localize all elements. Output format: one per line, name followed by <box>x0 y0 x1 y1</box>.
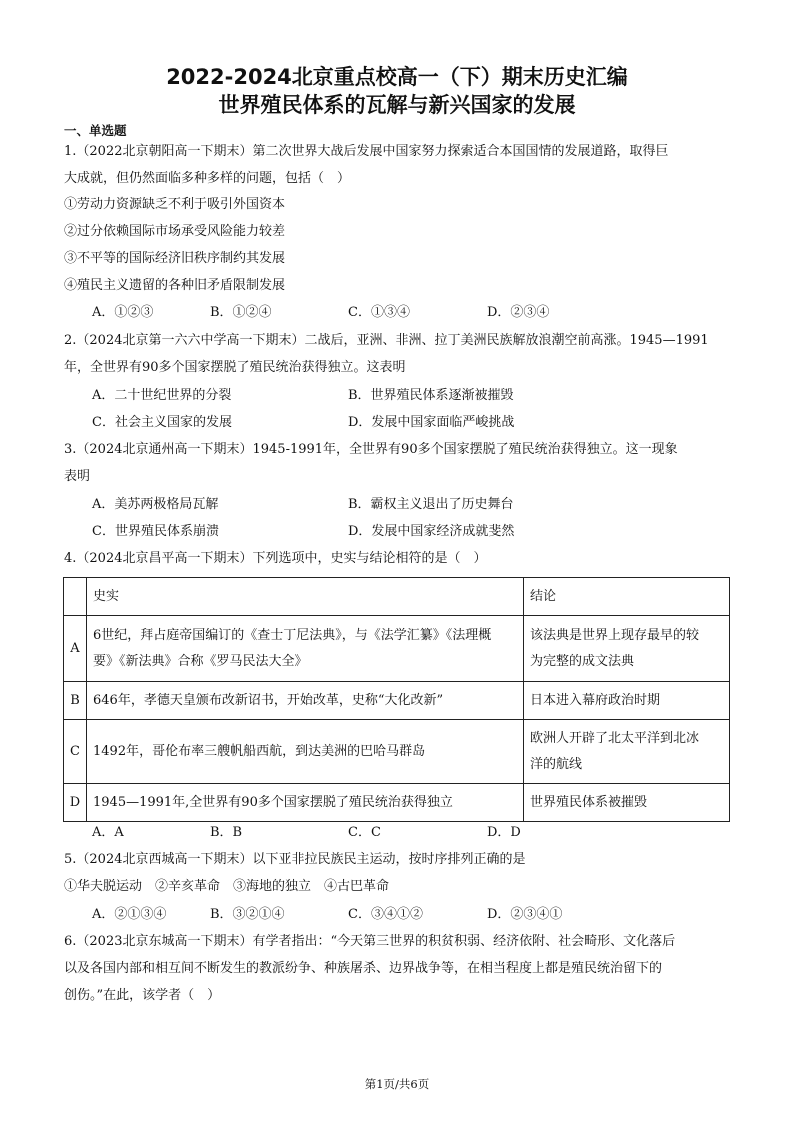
table-header-row <box>64 578 730 616</box>
q3-option-d[interactable]: D．发展中国家经济成就斐然 <box>348 524 515 539</box>
row-fact <box>87 616 524 682</box>
q5-stem: 5.（2024北京西城高一下期末）以下亚非拉民族民主运动，按时序排列正确的是 <box>64 852 526 867</box>
q6-stem-line2: 以及各国内部和相互间不断发生的教派纷争、种族屠杀、边界战争等，在相当程度上都是殖民统治留下的 <box>64 961 663 976</box>
q2-option-b[interactable]: B．世界殖民体系逐渐被摧毁 <box>348 388 514 403</box>
q2-option-d[interactable]: D．发展中国家面临严峻挑战 <box>348 415 515 430</box>
q3-stem-line1: 3.（2024北京通州高一下期末）1945-1991年，全世界有90多个国家摆脱了殖民统治获得独立。这一现象 <box>64 442 678 457</box>
q1-stem-line1: 1.（2022北京朝阳高一下期末）第二次世界大战后发展中国家努力探索适合本国国情的发展道路，取得巨 <box>64 144 669 159</box>
document-title: 2022-2024北京重点校高一（下）期末历史汇编 <box>166 65 628 89</box>
q1-option-c[interactable]: C．①③④ <box>348 305 410 320</box>
row-conclusion-line: 洋的航线 <box>530 756 583 772</box>
table-row <box>64 720 730 784</box>
table-row <box>64 784 730 822</box>
q1-stem-line2: 大成就，但仍然面临多种多样的问题，包括（ ） <box>64 171 351 186</box>
q4-option-d[interactable]: D．D <box>487 825 521 840</box>
q5-option-b[interactable]: B．③②①④ <box>210 907 285 922</box>
row-conclusion-line: 为完整的成文法典 <box>530 653 635 669</box>
row-conclusion-line: 欧洲人开辟了北太平洋到北冰 <box>530 730 700 746</box>
q1-item: ④殖民主义遗留的各种旧矛盾限制发展 <box>64 278 286 293</box>
row-fact: 646年，孝德天皇颁布改新诏书，开始改革，史称“大化改新” <box>87 682 524 720</box>
q2-stem-line2: 年，全世界有90多个国家摆脱了殖民统治获得独立。这表明 <box>64 360 406 375</box>
q3-option-c[interactable]: C．世界殖民体系崩溃 <box>92 524 219 539</box>
row-conclusion <box>524 720 730 784</box>
q3-option-a[interactable]: A．美苏两极格局瓦解 <box>92 497 219 512</box>
q1-item: ③不平等的国际经济旧秩序制约其发展 <box>64 251 286 266</box>
table-header-conclusion: 结论 <box>524 578 730 616</box>
row-conclusion: 世界殖民体系被摧毁 <box>524 784 730 822</box>
q4-stem: 4.（2024北京昌平高一下期末）下列选项中，史实与结论相符的是（ ） <box>64 551 487 566</box>
row-fact-line: 要》《新法典》合称《罗马民法大全》 <box>93 653 308 669</box>
q2-option-c[interactable]: C．社会主义国家的发展 <box>92 415 232 430</box>
q3-stem-line2: 表明 <box>64 469 91 484</box>
section-heading: 一、单选题 <box>64 123 127 138</box>
row-key: A <box>64 616 87 682</box>
q2-stem-line1: 2.（2024北京第一六六中学高一下期末）二战后，亚洲、非洲、拉丁美洲民族解放浪潮空前高涨。1945—1991 <box>64 333 709 348</box>
q5-option-a[interactable]: A．②①③④ <box>92 907 167 922</box>
row-conclusion: 日本进入幕府政治时期 <box>524 682 730 720</box>
row-key: B <box>64 682 87 720</box>
q1-option-a[interactable]: A．①②③ <box>92 305 154 320</box>
table-header-fact: 史实 <box>87 578 524 616</box>
row-conclusion-line: 该法典是世界上现存最早的较 <box>530 627 700 643</box>
row-key: D <box>64 784 87 822</box>
table-row <box>64 682 730 720</box>
q6-stem-line1: 6.（2023北京东城高一下期末）有学者指出：“今天第三世界的积贫积弱、经济依附、社会畸形、文化落后 <box>64 934 676 949</box>
q1-item: ①劳动力资源缺乏不利于吸引外国资本 <box>64 197 286 212</box>
q5-items: ①华夫脱运动 ②辛亥革命 ③海地的独立 ④古巴革命 <box>64 879 390 894</box>
q4-option-a[interactable]: A．A <box>92 825 124 840</box>
q4-option-b[interactable]: B．B <box>210 825 243 840</box>
row-fact: 1492年，哥伦布率三艘帆船西航，到达美洲的巴哈马群岛 <box>87 720 524 784</box>
page-number: 第1页/共6页 <box>364 1077 430 1091</box>
q5-option-d[interactable]: D．②③④① <box>487 907 563 922</box>
row-fact-line: 6世纪，拜占庭帝国编订的《查士丁尼法典》，与《法学汇纂》《法理概 <box>93 627 492 643</box>
row-key: C <box>64 720 87 784</box>
q1-item: ②过分依赖国际市场承受风险能力较差 <box>64 224 286 239</box>
document-subtitle: 世界殖民体系的瓦解与新兴国家的发展 <box>218 93 576 117</box>
row-fact: 1945—1991年,全世界有90多个国家摆脱了殖民统治获得独立 <box>87 784 524 822</box>
q1-option-d[interactable]: D．②③④ <box>487 305 550 320</box>
q1-option-b[interactable]: B．①②④ <box>210 305 272 320</box>
table-row <box>64 616 730 682</box>
table-header-key <box>64 578 87 616</box>
q6-stem-line3: 创伤。”在此，该学者（ ） <box>64 988 221 1003</box>
q5-option-c[interactable]: C．③④①② <box>348 907 423 922</box>
row-conclusion <box>524 616 730 682</box>
q4-table <box>63 577 730 822</box>
q4-option-c[interactable]: C．C <box>348 825 381 840</box>
q2-option-a[interactable]: A．二十世纪世界的分裂 <box>92 388 232 403</box>
q3-option-b[interactable]: B．霸权主义退出了历史舞台 <box>348 497 514 512</box>
